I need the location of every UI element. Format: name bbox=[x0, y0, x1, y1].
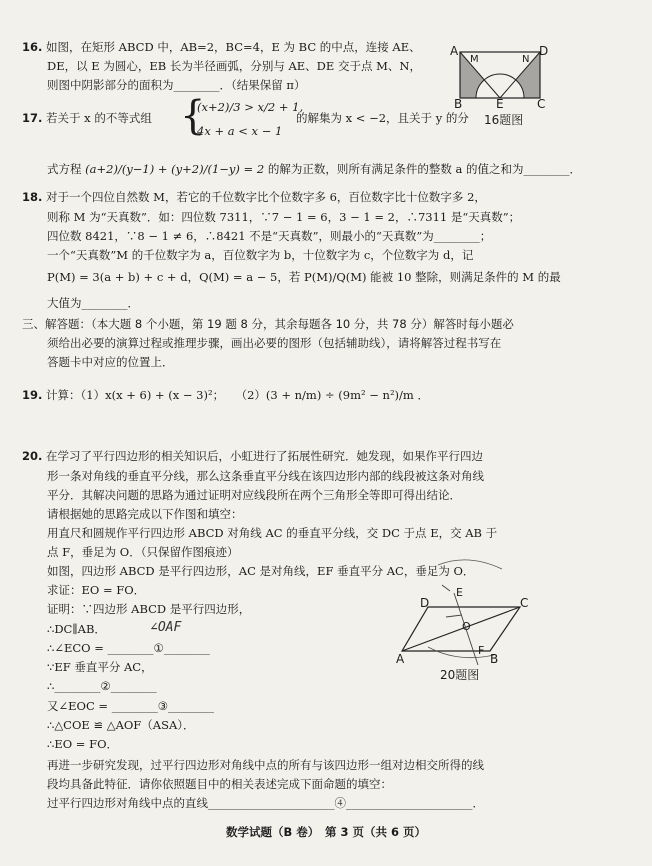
q20-line3: 平分．其解决问题的思路为通过证明对应线段所在两个三角形全等即可得出结论． bbox=[47, 488, 461, 502]
q18-line5: P(M) = 3(a + b) + c + d，Q(M) = a − 5，若 P(M)/Q(M) 能被 10 整除，则满足条件的 M 的最 bbox=[47, 270, 561, 284]
q18-line2: 则称 M 为“天真数”．如：四位数 7311，∵7 − 1 = 6，3 − 1 = 2，∴7311 是“天真数”； bbox=[47, 210, 521, 224]
q20-line17: 再进一步研究发现，过平行四边形对角线中点的所有与该四边形一组对边相交所得的线 bbox=[47, 758, 484, 772]
q18-line4: 一个“天真数”M 的千位数字为 a，百位数字为 b，十位数字为 c，个位数字为 d，记 bbox=[47, 248, 474, 262]
q18-line3: 四位数 8421，∵8 − 1 ≠ 6，∴8421 不是“天真数”，则最小的“天真数”为________； bbox=[47, 229, 492, 243]
q16-caption: 16题图 bbox=[484, 113, 524, 127]
q19-line bbox=[22, 388, 429, 403]
q20-line19: 过平行四边形对角线中点的直线______________________④______________________． bbox=[47, 796, 484, 810]
q20-line14: 又∠EOC = ________③________ bbox=[47, 699, 215, 713]
q20-figure bbox=[398, 555, 548, 665]
q16-number: 16. bbox=[22, 40, 43, 54]
q17-text2b: 的解为正数，则所有满足条件的整数 a 的值之和为________． bbox=[267, 162, 581, 176]
section3-line1: 三、解答题：（本大题 8 个小题，第 19 题 8 分，其余每题各 10 分，共 78 分）解答时每小题必 bbox=[22, 317, 514, 331]
q20-line7: 如图，四边形 ABCD 是平行四边形，AC 是对角线，EF 垂直平分 AC，垂足为 O． bbox=[47, 564, 475, 578]
q17-brace: { bbox=[180, 93, 206, 139]
q20-label-F: F bbox=[478, 644, 485, 657]
q19-text: 计算：（1）x(x + 6) + (x − 3)²； （2）(3 + n/m) ÷ (9m² − n²)/m ． bbox=[46, 388, 429, 402]
q20-number: 20. bbox=[22, 449, 43, 463]
q17-text1b: 的解集为 x < −2，且关于 y 的分 bbox=[296, 111, 469, 125]
page-footer: 数学试题（B 卷） 第 3 页（共 6 页） bbox=[225, 825, 427, 839]
q20-label-E: E bbox=[456, 586, 463, 599]
section3-line3: 答题卡中对应的位置上． bbox=[47, 355, 174, 369]
q20-line5: 用直尺和圆规作平行四边形 ABCD 对角线 AC 的垂直平分线，交 DC 于点 E，交 AB 于 bbox=[47, 526, 498, 540]
q16-label-C: C bbox=[537, 97, 546, 111]
q20-line6: 点 F，垂足为 O．（只保留作图痕迹） bbox=[47, 545, 239, 559]
q17-system-2: 4x + a < x − 1 bbox=[197, 124, 283, 138]
q20-line1 bbox=[22, 449, 483, 464]
q19-number: 19. bbox=[22, 388, 43, 402]
q20-label-D: D bbox=[420, 596, 430, 610]
q20-label-C: C bbox=[520, 596, 529, 610]
q20-line18: 段均具备此特征．请你依照题目中的相关表述完成下面命题的填空： bbox=[47, 777, 392, 791]
q20-text1: 在学习了平行四边形的相关知识后，小虹进行了拓展性研究．她发现，如果作平行四边 bbox=[46, 449, 484, 463]
q17-text1a: 若关于 x 的不等式组 bbox=[46, 111, 152, 125]
q18-number: 18. bbox=[22, 190, 43, 204]
q17-text2a: 式方程 bbox=[47, 162, 82, 176]
q20-arc-top bbox=[438, 560, 502, 569]
q20-handwriting: ∠OAF bbox=[150, 620, 182, 635]
q18-line6: 大值为________． bbox=[47, 296, 139, 310]
q16-label-E: E bbox=[496, 97, 504, 111]
q16-line2: DE，以 E 为圆心，EB 长为半径画弧，分别与 AE、DE 交于点 M、N， bbox=[47, 59, 421, 73]
q18-line1 bbox=[22, 190, 486, 205]
q16-label-M: M bbox=[470, 54, 479, 65]
q20-line16: ∴EO = FO． bbox=[47, 737, 118, 751]
q20-caption: 20题图 bbox=[440, 668, 480, 682]
q20-label-O: O bbox=[462, 620, 471, 633]
q20-line12: ∵EF 垂直平分 AC， bbox=[47, 660, 153, 674]
q20-label-A: A bbox=[396, 652, 405, 666]
q20-line4: 请根据她的思路完成以下作图和填空： bbox=[47, 507, 243, 521]
q20-line2: 形一条对角线的垂直平分线，那么这条垂直平分线在该四边形内部的线段被这条对角线 bbox=[47, 469, 484, 483]
q16-sector bbox=[476, 74, 524, 98]
q20-line8: 求证：EO = FO． bbox=[47, 583, 146, 597]
q17-equation: (a+2)/(y−1) + (y+2)/(1−y) = 2 bbox=[85, 162, 265, 176]
q16-label-A: A bbox=[450, 44, 459, 58]
section3-line2: 须给出必要的演算过程或推理步骤，画出必要的图形（包括辅助线），请将解答过程书写在 bbox=[47, 336, 502, 350]
q16-line3: 则图中阴影部分的面积为________．（结果保留 π） bbox=[47, 78, 306, 92]
q16-line1 bbox=[22, 40, 421, 55]
q20-line11: ∴∠ECO = ________①________ bbox=[47, 641, 210, 655]
q16-label-N: N bbox=[522, 54, 530, 65]
q20-line13: ∴________②________ bbox=[47, 679, 157, 693]
q16-label-D: D bbox=[539, 44, 549, 58]
q18-text1: 对于一个四位自然数 M，若它的千位数字比个位数字多 6，百位数字比十位数字多 2， bbox=[46, 190, 486, 204]
q20-line15: ∴△COE ≌ △AOF（ASA）． bbox=[47, 718, 195, 732]
q17-system-1: (x+2)/3 > x/2 + 1, bbox=[197, 100, 304, 114]
q20-line10: ∴DC∥AB． bbox=[47, 622, 106, 636]
q17-line1 bbox=[22, 111, 152, 126]
q20-line9: 证明：∵四边形 ABCD 是平行四边形， bbox=[47, 602, 251, 616]
q16-text1: 如图，在矩形 ABCD 中，AB=2，BC=4，E 为 BC 的中点，连接 AE、 bbox=[46, 40, 421, 54]
q20-label-B: B bbox=[490, 652, 499, 666]
q17-line2 bbox=[47, 162, 581, 177]
q17-number: 17. bbox=[22, 111, 43, 125]
q16-label-B: B bbox=[454, 97, 463, 111]
